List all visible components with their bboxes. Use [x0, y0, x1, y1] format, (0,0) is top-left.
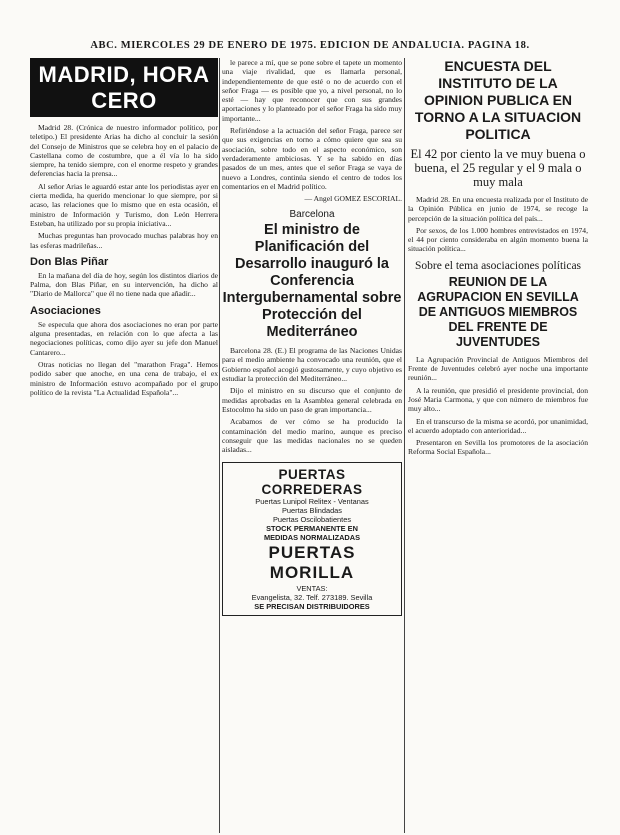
- article-paragraph: Otras noticias no llegan del "marathon Fraga". Hemos podido saber que anoche, en una cena de trabajo, el ex ministro de Información estuvo acompañado por el grupo político de la revista "La Actualidad Española"...: [30, 359, 218, 397]
- article-paragraph: Por sexos, de los 1.000 hombres entrevistados en 1974, el 44 por ciento consideraba en algún momento buena la situación política...: [408, 225, 588, 254]
- article-paragraph: Madrid 28. (Crónica de nuestro informador político, por teletipo.) El presidente Arias ha dicho al concluir la sesión del Consejo de Ministros que se celebra hoy en el palacio de Castellana como de costumbre, que a él vía lo ha sido siempre, ha tenido siempre, con el enorme respeto y grandes deferencias hacia la prensa...: [30, 123, 218, 179]
- section-banner: MADRID, HORA CERO: [30, 58, 218, 117]
- ad-line: MEDIDAS NORMALIZADAS: [263, 533, 361, 543]
- subheading-blas-pinar: Don Blas Piñar: [30, 255, 109, 268]
- ad-line: Puertas Blindadas: [282, 506, 342, 516]
- column-rule: [219, 58, 220, 833]
- headline-kicker: Sobre el tema asociaciones políticas: [414, 259, 582, 272]
- column-rule: [404, 58, 405, 833]
- article-paragraph: Madrid 28. En una encuesta realizada por el Instituto de la Opinión Pública en junio de 1974, se recoge la percepción de la situación política del país...: [408, 195, 588, 223]
- headline-deck: El 42 por ciento la ve muy buena o buena, el 25 regular y el 9 mala o muy mala: [410, 147, 586, 189]
- ad-line: SE PRECISAN DISTRIBUIDORES: [254, 602, 370, 612]
- headline-planificacion: El ministro de Planificación del Desarrollo inauguró la Conferencia Intergubernamental sobre Protección del Mediterráneo: [222, 222, 402, 341]
- column-left: [30, 58, 218, 833]
- article-paragraph: Se especula que ahora dos asociaciones no eran por parte alguna presentadas, en relación con lo que afecta a las negociaciones políticas, como dijo ayer su jefe don Manuel Cantarero...: [30, 319, 218, 357]
- ad-title: PUERTAS CORREDERAS: [261, 467, 363, 498]
- article-paragraph: La Agrupación Provincial de Antiguos Miembros del Frente de Juventudes celebró ayer noche una importante reunión...: [408, 354, 588, 383]
- article-paragraph: En la mañana del día de hoy, según los distintos diarios de Palma, don Blas Piñar, en su intervención, ha dicho al "Diario de Mallorca" que él no tiene nada que añadir...: [30, 270, 218, 299]
- article-paragraph: Acabamos de ver cómo se ha producido la contaminación del medio marino, aunque es preciso conseguir que las medidas nacionales no se queden aisladas...: [222, 417, 402, 455]
- article-paragraph: Al señor Arias le aguardó estar ante los periodistas ayer en cierta medida, ha querido mencionar lo que siempre, por si acaso, las relaciones que lo mismo que en esta ocasión, el ministro de Información y Turismo, don León Herrera Esteban, ha utilizado por su propia iniciativa...: [30, 181, 218, 228]
- article-paragraph: Presentaron en Sevilla los promotores de la asociación Reforma Social Española...: [408, 438, 588, 457]
- page-header: ABC. MIERCOLES 29 DE ENERO DE 1975. EDICION DE ANDALUCIA. PAGINA 18.: [90, 40, 530, 51]
- article-paragraph: A la reunión, que presidió el presidente provincial, don José Maria Carmona, y que con número de miembros fue muy alto...: [408, 385, 588, 414]
- article-paragraph: Barcelona 28. (E.) El programa de las Naciones Unidas para el medio ambiente ha convocado una reunión, que el Gobierno español acogió gustosamente, y cuyo objetivo es estudiar la protección del Mediterráneo...: [222, 346, 402, 384]
- column-middle: [222, 58, 402, 833]
- ad-line: Puertas Oscilobatientes: [272, 515, 352, 525]
- dateline-place: Barcelona: [289, 209, 335, 221]
- ad-line: Puertas Lunipol Relitex - Ventanas: [255, 497, 369, 507]
- article-paragraph: le parece a mí, que se pone sobre el tapete un momento una viaje rivalidad, que es llamarla personal, independientemente de que esté o no de acuerdo con el señor Fraga — es posible que yo, a nivel personal, no lo esté — hay que reconocer que con sus grandes aportaciones y lo planteado por el señor Fraga ha sido muy importante...: [222, 58, 402, 123]
- ad-line: VENTAS:: [296, 584, 328, 594]
- subheading-asociaciones: Asociaciones: [30, 304, 101, 317]
- headline-reunion: REUNION DE LA AGRUPACION EN SEVILLA DE ANTIGUOS MIEMBROS DEL FRENTE DE JUVENTUDES: [417, 274, 579, 349]
- column-right: [408, 58, 588, 833]
- ad-line: STOCK PERMANENTE EN: [266, 524, 358, 534]
- article-paragraph: Refiriéndose a la actuación del señor Fraga, parece ser que sus exigencias en torno a cómo quiere que sea su asociación, sobre todo en el aspecto económico, son verdaderamente ambiciosas. Y se ha sabido en días pasados de un mes, antes que el señor Fraga se vaya de nuevo a Londres, continúa siendo el centro de todos los comentarios en el Madrid político.: [222, 126, 402, 191]
- headline-encuesta: ENCUESTA DEL INSTITUTO DE LA OPINION PUBLICA EN TORNO A LA SITUACION POLITICA: [414, 58, 582, 142]
- ad-brand: PUERTAS MORILLA: [268, 543, 356, 583]
- article-paragraph: Muchas preguntas han provocado muchas palabras hoy en las esferas madrileñas...: [30, 231, 218, 250]
- advertisement-box: [222, 462, 402, 616]
- article-paragraph: En el transcurso de la misma se acordó, por unanimidad, el acuerdo adoptado con anterioridad...: [408, 416, 588, 435]
- byline: — Angel GOMEZ ESCORIAL.: [304, 194, 402, 204]
- ad-address: Evangelista, 32. Telf. 273189. Sevilla: [251, 593, 373, 603]
- article-paragraph: Dijo el ministro en su discurso que el conjunto de medidas aprobadas en la Asamblea general celebrada en Estocolmo ha sido un paso de gran importancia...: [222, 386, 402, 414]
